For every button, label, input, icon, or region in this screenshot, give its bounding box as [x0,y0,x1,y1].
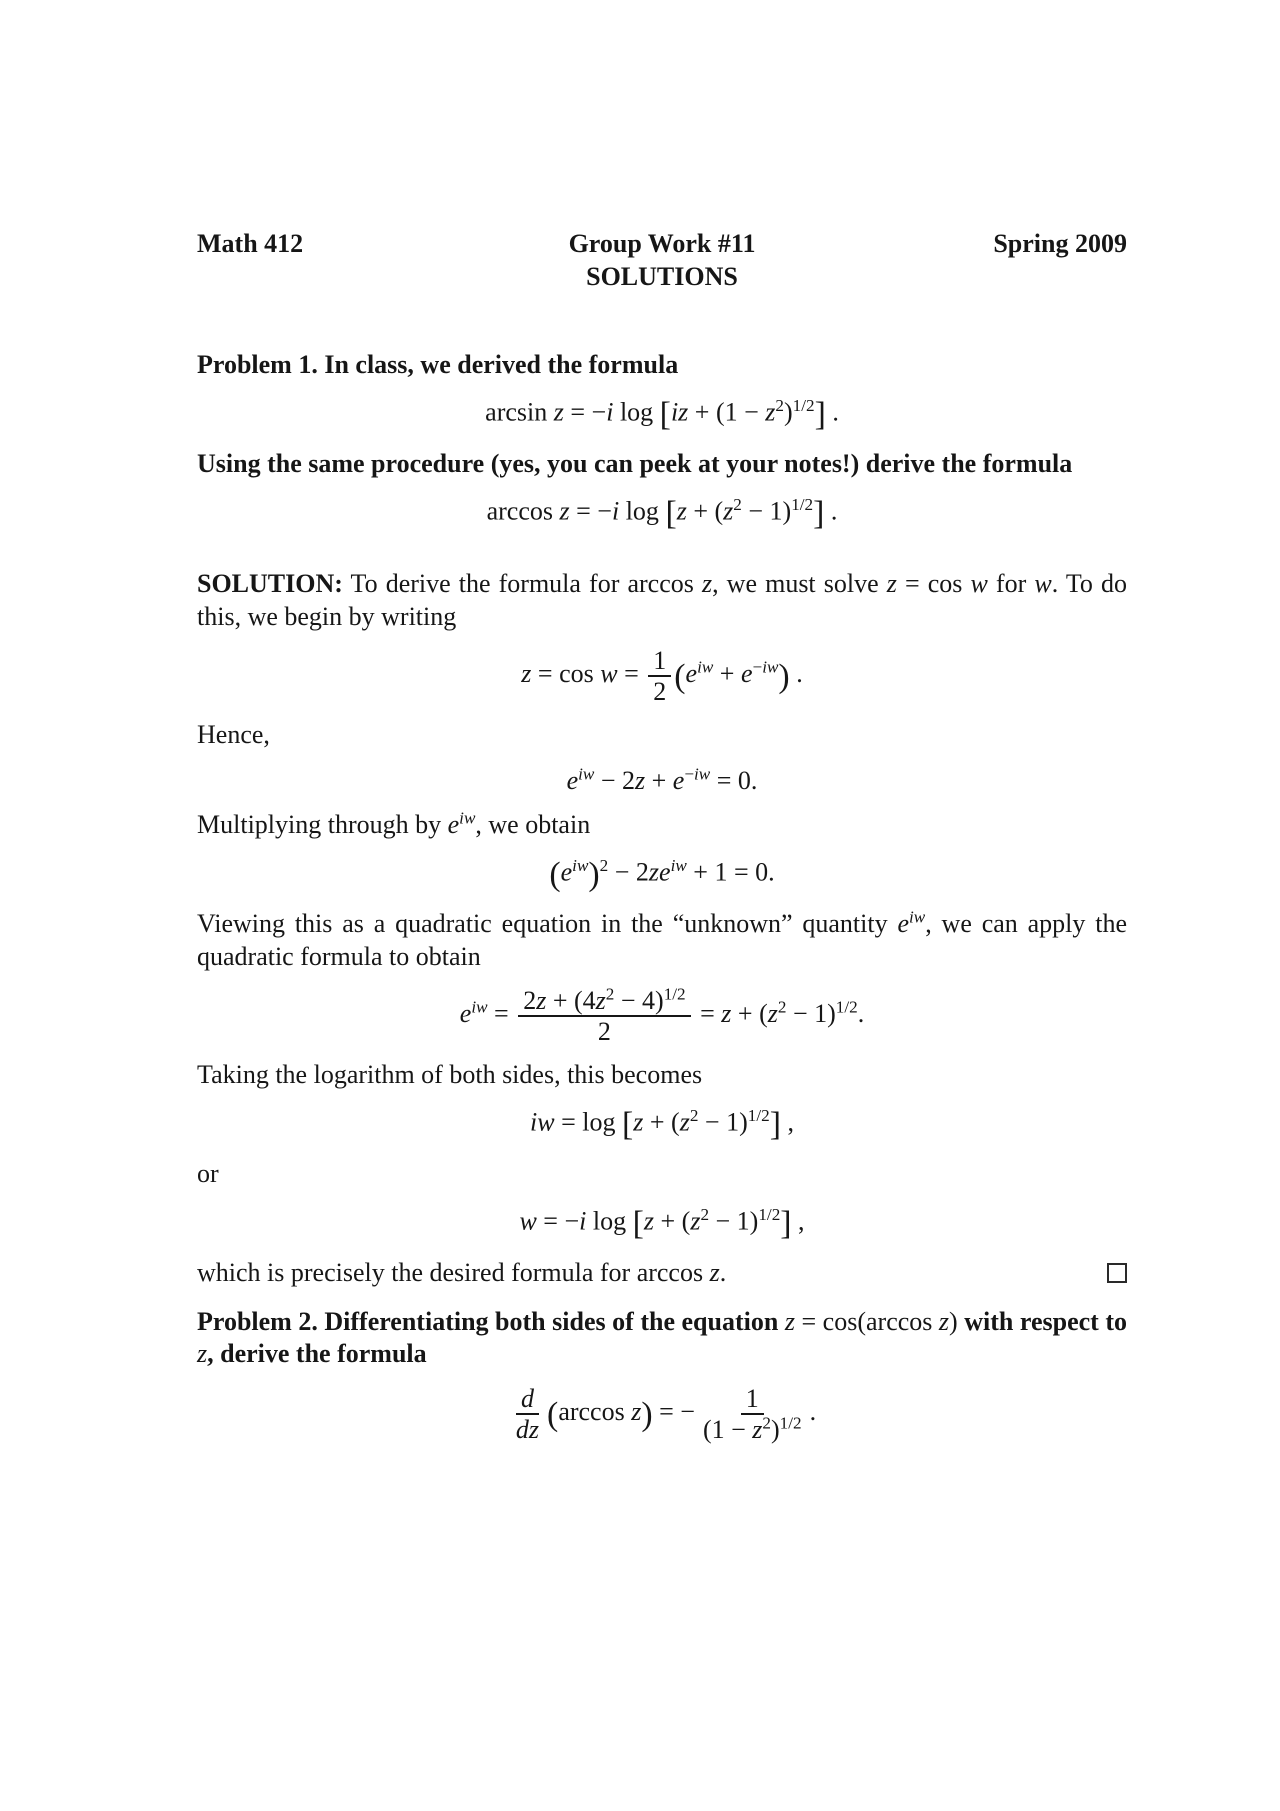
fraction [698,1384,807,1444]
text: 2 [700,1204,710,1224]
superscript [572,855,588,874]
fraction-denominator [698,1415,807,1444]
text: 2 [653,677,667,707]
superscript [664,985,686,1004]
text: , [791,1206,805,1236]
paragraph-7 [197,719,1127,752]
display-formula-6 [197,646,1127,706]
superscript [762,1414,771,1433]
superscript [471,998,487,1017]
paragraph-1 [197,349,1127,382]
superscript [578,764,594,783]
header-term: Spring 2009 [993,229,1127,258]
fraction-denominator [511,1415,544,1444]
big-delimiter: [ [632,1204,644,1242]
text: , we can apply the quadratic formula to obtain [197,909,1127,971]
display-formula-4 [197,494,1127,535]
math-italic: w [600,659,618,689]
text: ) [949,1306,958,1336]
math-italic: ze [648,856,671,886]
document-header [197,228,1127,293]
paragraph-15 [197,1158,1127,1191]
text: which is precisely the desired formula for arccos [197,1258,710,1288]
math-italic: z [784,1306,795,1336]
display-formula-14 [197,1105,1127,1146]
math-italic: i [606,396,614,426]
text: + ( [731,999,768,1029]
math-italic: w [970,569,988,599]
math-italic: iw [572,855,589,875]
text: Hence, [197,720,270,750]
text: − 2 [594,765,635,795]
math-italic: w [1034,569,1052,599]
big-delimiter: ] [780,1204,792,1242]
math-italic: e [560,856,573,886]
text: + [713,659,741,689]
display-formula-12 [197,986,1127,1046]
math-italic: e [447,810,460,839]
text: . [789,659,803,689]
text: Viewing this as a quadratic equation in the “unknown” quantity [197,909,898,939]
big-delimiter: ( [674,657,686,695]
text: 2 [523,986,537,1016]
text: 2 [605,984,615,1004]
text: . [824,495,838,525]
text: = cos [531,659,601,689]
qed-box [1107,1263,1127,1283]
math-italic: z [938,1306,950,1336]
superscript [459,809,475,828]
text: + ( [653,1206,691,1236]
text: or [197,1159,219,1189]
text: + [645,765,673,795]
math-italic: z [536,986,547,1016]
math-italic: z [676,495,687,525]
paragraph-9 [197,809,1127,842]
math-italic: z [765,396,776,426]
text: − 4) [614,986,664,1016]
text: 2 [599,855,609,875]
text: = − [652,1396,695,1426]
math-italic: z [767,999,778,1029]
math-italic: z [631,1396,642,1426]
superscript [697,658,713,677]
superscript [700,1205,709,1224]
math-italic: iw [459,808,476,828]
math-italic: e [672,765,685,795]
text: + 1 = 0. [686,856,775,886]
display-formula-10 [197,855,1127,896]
math-italic: e [566,765,579,795]
text: − 1) [741,495,792,525]
paragraph-11 [197,908,1127,973]
text: , we must solve [712,569,887,599]
paragraph-13 [197,1059,1127,1092]
text: . [825,396,839,426]
math-italic: z [635,765,646,795]
text: = 0. [710,765,758,795]
paragraph-5 [197,568,1127,633]
big-delimiter: [ [622,1105,634,1143]
text: Multiplying through by [197,810,448,839]
text: = − [563,396,607,426]
big-delimiter: [ [659,395,671,433]
text: 2 [689,1105,699,1125]
text: To derive the formula for arccos [342,569,702,599]
text: + (1 − [688,396,766,426]
math-italic: iw [530,1107,555,1137]
text: − 2 [608,856,649,886]
text: arcsin [485,396,554,426]
text: arccos [486,495,560,525]
paragraph-17 [197,1257,1127,1290]
math-italic: e [685,659,698,689]
text: = cos(arccos [794,1306,939,1336]
math-italic: e [897,909,909,939]
fraction-denominator [593,1017,616,1046]
text: = [693,999,722,1029]
text: = − [569,495,612,525]
text: 1/2 [779,1413,802,1433]
math-italic: iw [471,997,488,1017]
text: . [719,1258,727,1288]
text: − 1) [698,1107,748,1137]
text: + (4 [546,986,596,1016]
superscript [600,855,609,874]
text: 2 [597,1017,611,1047]
bold-text: , derive the formula [207,1339,427,1369]
text: = log [554,1107,622,1137]
math-italic: z [595,986,606,1016]
text: 2 [733,494,742,514]
big-delimiter: ] [814,395,826,433]
math-italic: z [679,1107,690,1137]
display-formula-19 [197,1384,1127,1444]
superscript [733,494,742,513]
fraction-denominator [648,677,671,706]
math-italic: z [723,495,734,525]
text: . [857,999,865,1029]
superscript [775,395,784,414]
text: ) [770,1414,780,1444]
text: = [487,999,516,1029]
header-course: Math 412 [197,229,304,258]
math-italic: iw [697,657,714,677]
superscript [753,658,779,677]
text: 2 [762,1413,771,1433]
fraction-numerator [648,646,671,677]
text: 1/2 [663,984,686,1004]
text: = − [536,1206,580,1236]
math-italic: z [701,569,713,599]
bold-text: Using the same procedure (yes, you can peek at your notes!) derive the formula [197,449,1073,479]
math-italic: iw [578,764,595,784]
header-title-block [488,228,837,293]
text: − [684,764,695,784]
fraction-numerator [516,1384,539,1415]
big-delimiter: ) [778,657,790,695]
superscript [791,494,813,513]
text: . To do this, we begin by writing [197,569,1127,631]
text: 1 [745,1383,759,1413]
bold-text: Problem 1. In class, we derived the formula [197,350,679,379]
big-delimiter: ] [769,1105,781,1143]
text: . [809,1396,817,1426]
text: for [987,569,1035,599]
display-formula-2 [197,395,1127,436]
big-delimiter: ) [641,1395,653,1433]
math-italic: z [521,659,532,689]
math-italic: i [611,495,620,525]
text: 1/2 [791,494,814,514]
big-delimiter: [ [665,494,677,532]
math-italic: iw [694,764,711,784]
text: log [619,495,666,525]
big-delimiter: ] [813,494,825,532]
bold-text: Problem 2. Differentiating both sides of the equation [197,1306,785,1336]
text: , [780,1107,794,1137]
superscript [909,908,925,927]
text: 1 [653,646,667,676]
big-delimiter: ) [588,855,600,893]
superscript [748,1106,770,1125]
paragraph-18 [197,1306,1127,1371]
text: (1 − [702,1414,753,1444]
math-italic: z [886,569,897,599]
superscript [780,1414,802,1433]
math-italic: iw [670,855,687,875]
fraction [518,986,690,1046]
document-sheet [197,228,1127,1457]
text: , we obtain [475,810,591,839]
math-italic: z [752,1414,763,1444]
header-subtitle: SOLUTIONS [586,261,738,291]
math-italic: iw [762,657,779,677]
math-italic: z [197,1339,208,1369]
fraction-numerator [741,1384,764,1415]
fraction [511,1384,544,1444]
math-italic: z [709,1258,720,1288]
text: 1/2 [835,997,858,1017]
text: 1/2 [758,1204,781,1224]
display-formula-8 [197,765,1127,796]
text: = cos [896,569,971,599]
big-delimiter: ( [549,855,561,893]
math-italic: z [643,1206,654,1236]
superscript [684,764,710,783]
math-italic: z [633,1107,644,1137]
fraction-numerator [518,986,690,1017]
math-italic: e [459,999,472,1029]
superscript [758,1205,780,1224]
text: 2 [775,395,784,415]
math-italic: d [520,1383,534,1413]
big-delimiter: ( [547,1395,559,1433]
math-italic: dz [515,1414,540,1444]
text: − 1) [786,999,836,1029]
math-italic: z [690,1206,701,1236]
text: 1/2 [792,395,815,415]
text: − 1) [709,1206,759,1236]
math-italic: iw [908,907,926,927]
text: log [613,396,660,426]
superscript [836,998,858,1017]
math-italic: z [721,999,732,1029]
math-italic: z [553,396,564,426]
text: + ( [686,495,724,525]
text: ) [783,396,793,426]
math-italic: e [740,659,753,689]
text: 1/2 [747,1105,770,1125]
text: Taking the logarithm of both sides, this becomes [197,1060,703,1090]
math-italic: w [519,1206,537,1236]
display-formula-16 [197,1204,1127,1245]
fraction [648,646,671,706]
text: arccos [558,1396,632,1426]
document-body [197,349,1127,1444]
text: log [586,1206,633,1236]
text: = [617,659,646,689]
superscript [793,395,815,414]
text: 2 [777,997,787,1017]
text: + ( [643,1107,680,1137]
paragraph-3 [197,448,1127,481]
bold-text: with respect to [957,1306,1127,1336]
text: − [752,657,763,677]
math-italic: z [559,495,570,525]
superscript [671,855,687,874]
header-title: Group Work #11 [568,229,756,258]
bold-text: SOLUTION: [197,569,343,599]
math-italic: i [579,1206,587,1236]
math-italic: iz [670,396,689,426]
